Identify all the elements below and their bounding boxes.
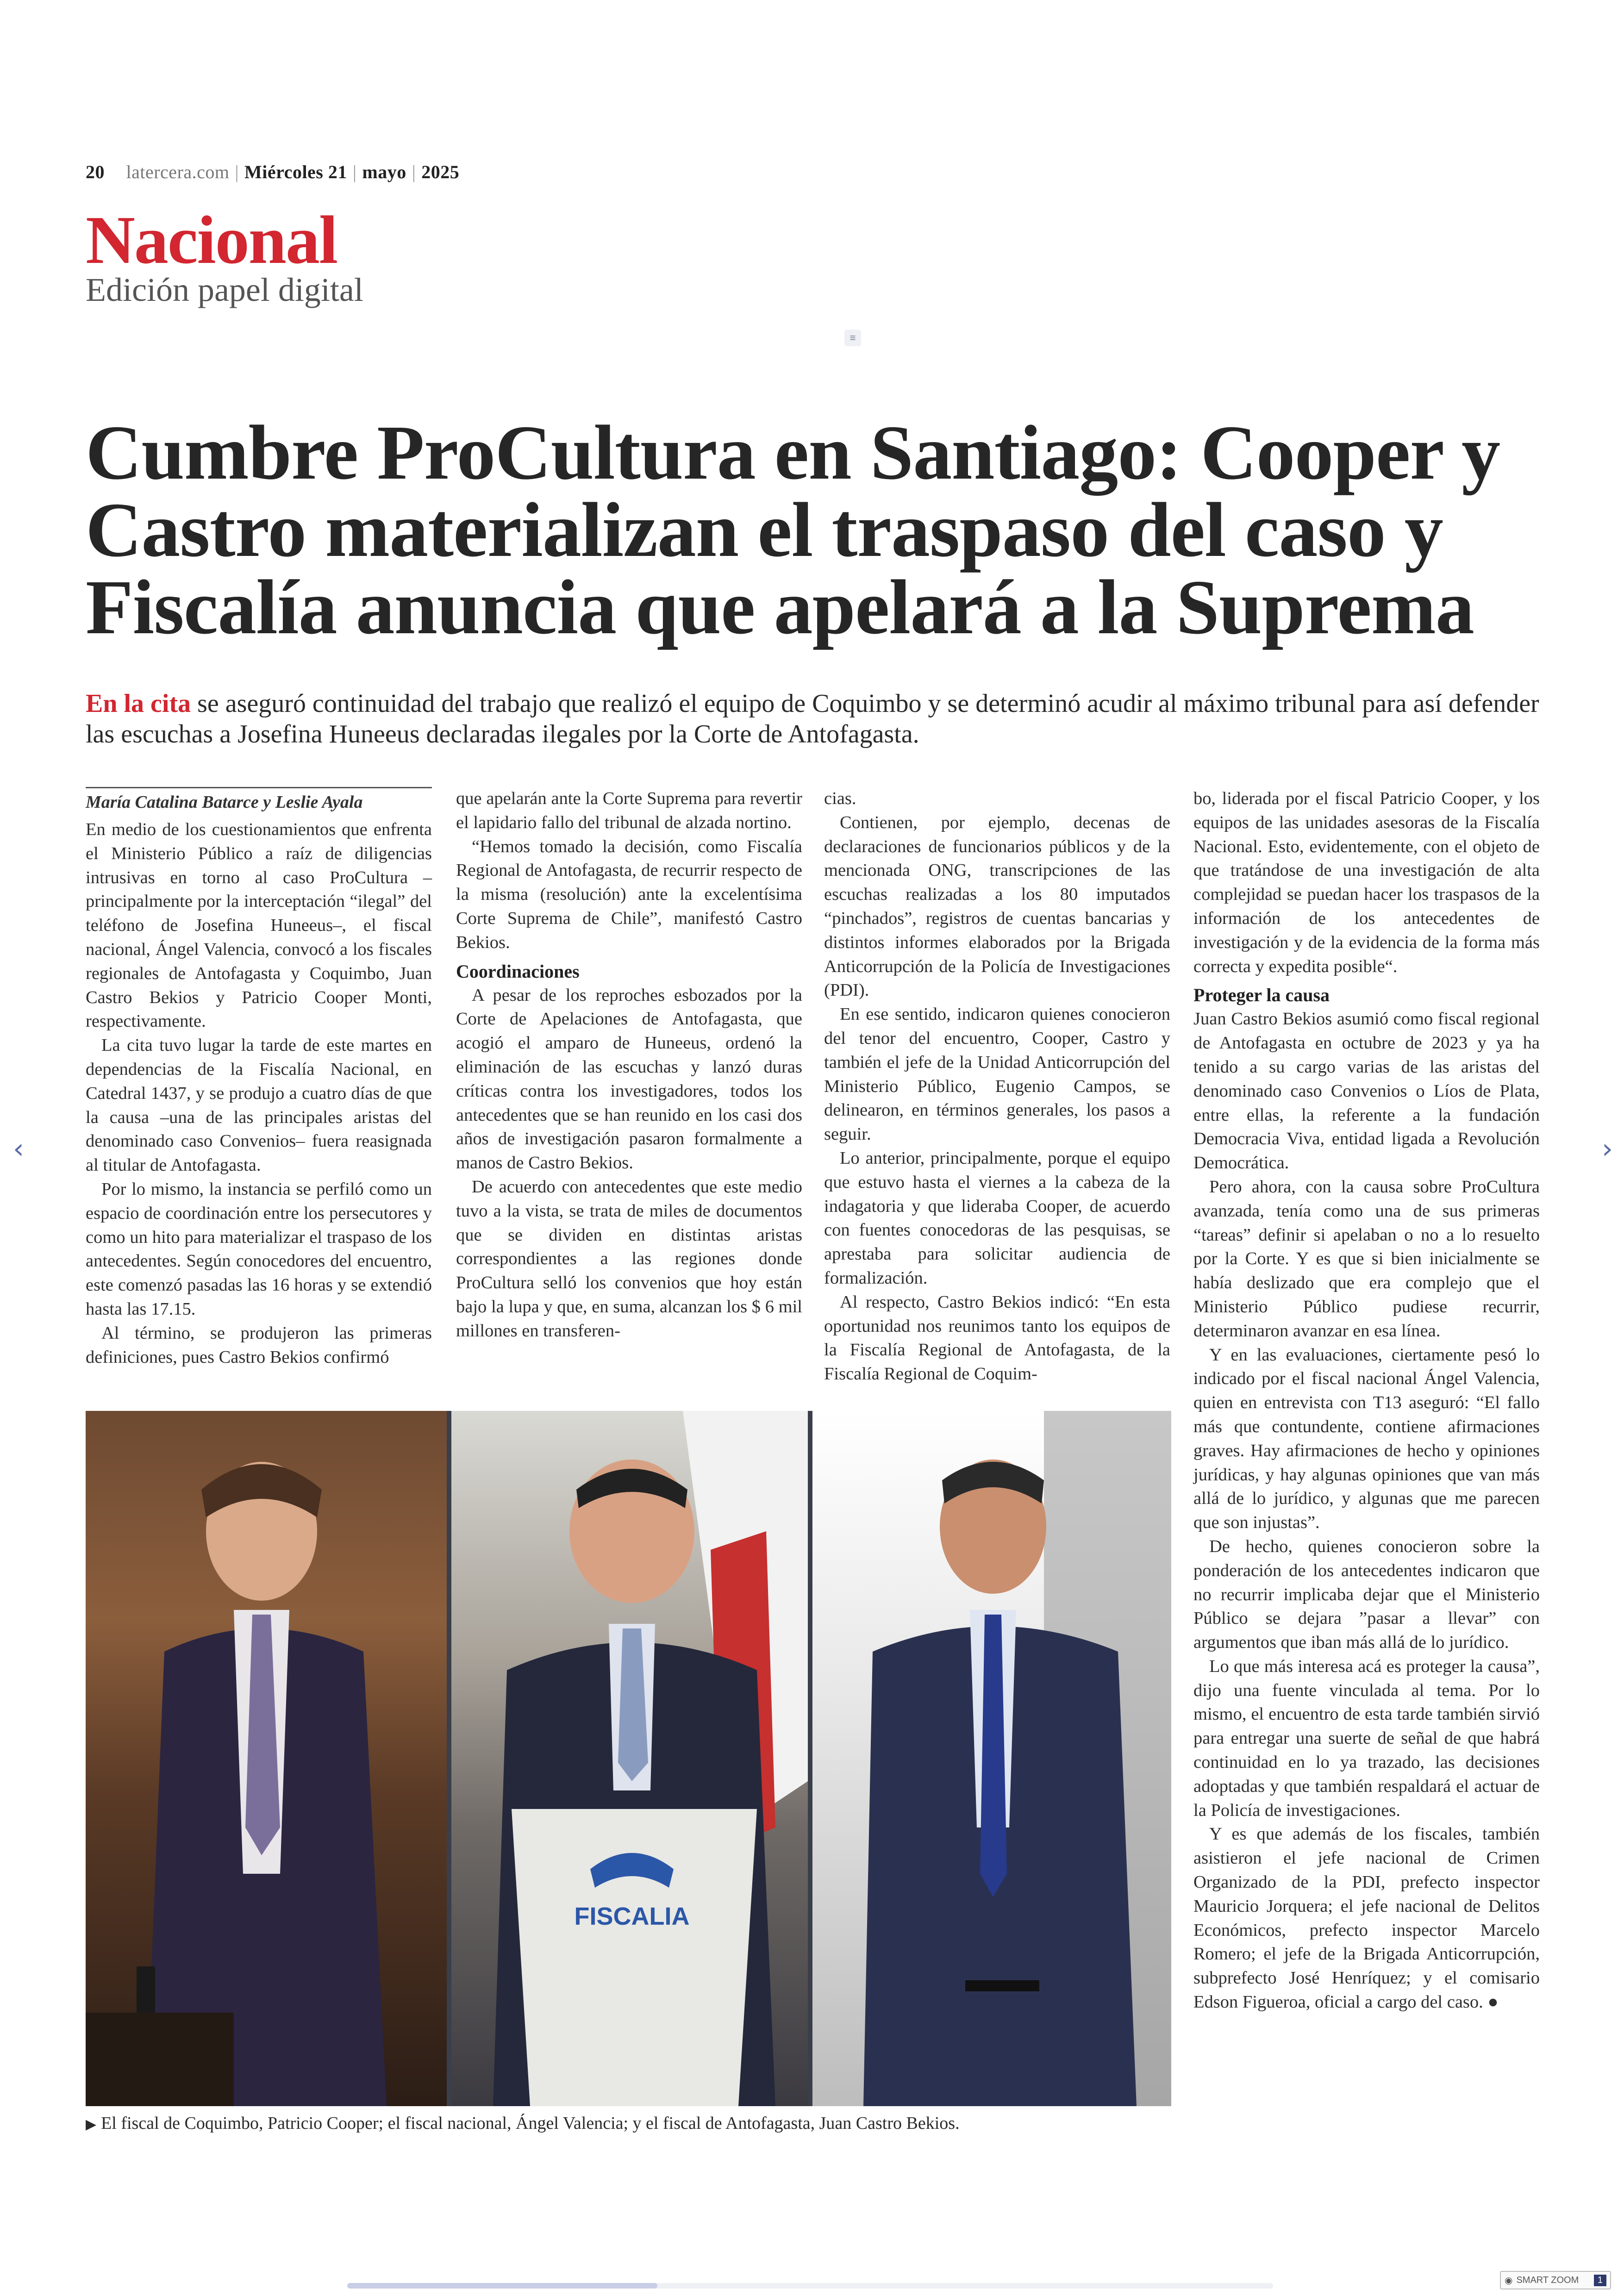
paragraph: Por lo mismo, la instancia se perfiló como un espacio de coordinación entre los persecutores y como un hito para materializar el traspaso de los antecedentes. Según conocedores del encuentro, este comenzó pasadas las 16 horas y se extendió hasta las 17.15. [86, 1179, 432, 1319]
page-badge: 1 [1594, 2275, 1606, 2286]
next-page-chevron-icon[interactable]: › [1602, 1133, 1613, 1165]
portrait-illustration [451, 1411, 808, 2106]
article-dek [86, 688, 1544, 749]
photo-panel-cooper [86, 1411, 447, 2106]
date-day: Miércoles 21 [244, 162, 347, 182]
podium-logo: FISCALIA [574, 1902, 690, 1930]
edition-label: Edición papel digital [86, 271, 363, 308]
dek-text: se aseguró continuidad del trabajo que realizó el equipo de Coquimbo y se determinó acudir al máximo tribunal para así defender las escuchas a Josefina Huneeus declaradas ilegales por la Corte de Antofagasta. [86, 689, 1539, 748]
site-name: latercera.com [126, 162, 230, 182]
article-column-1 [86, 787, 432, 1369]
paragraph: bo, liderada por el fiscal Patricio Cooper, y los equipos de las unidades asesoras de la Fiscalía Nacional. Esto, evidentemente, con el objeto de que tratándose de una investigación de alta complejidad se puedan hacer los traspasos de la información de los antecedentes de investigación y de la evidencia de la forma más correcta y expedita posible“. [1193, 789, 1540, 976]
date-year: 2025 [421, 162, 460, 182]
dek-lead: En la cita [86, 689, 191, 718]
article-column-4 [1193, 787, 1540, 2014]
photo-caption: ▶ El fiscal de Coquimbo, Patricio Cooper; el fiscal nacional, Ángel Valencia; y el fiscal de Antofagasta, Juan Castro Bekios. [86, 2114, 960, 2133]
paragraph: Juan Castro Bekios asumió como fiscal regional de Antofagasta en octubre de 2023 y ya ha tenido a su cargo varias de las aristas del denominado caso Convenios o Líos de Plata, entre ellas, la referente a la fundación Democracia Viva, entidad ligada a Revolución Democrática. [1193, 1009, 1540, 1173]
subheading-proteger-la-causa: Proteger la causa [1193, 985, 1330, 1006]
paragraph: cias. [824, 789, 856, 808]
paragraph: Al término, se produjeron las primeras definiciones, pues Castro Bekios confirmó [86, 1323, 432, 1367]
paragraph: De acuerdo con antecedentes que este medio tuvo a la vista, se trata de miles de documentos que se dividen en distintas aristas correspondientes a las regiones donde ProCultura selló los convenios que hoy están bajo la lupa y que, en suma, alcanzan los $ 6 mil millones en transferen- [456, 1177, 802, 1341]
paragraph: De hecho, quienes conocieron sobre la ponderación de los antecedentes indicaron que no recurrir implicaba dejar que el Ministerio Público se dejara ”pasar a llevar” con argumentos que iban más allá de lo jurídico. [1193, 1536, 1540, 1653]
paragraph: Lo que más interesa acá es proteger la causa”, dijo una fuente vinculada al tema. Por lo mismo, el encuentro de esta tarde también sirvió para entregar una suerte de señal de que habrá continuidad en lo ya trazado, las decisiones adoptadas y que también respaldará el actuar de la Policía de investigaciones. [1193, 1656, 1540, 1820]
paragraph: En medio de los cuestionamientos que enfrenta el Ministerio Público a raíz de diligencias intrusivas en torno al caso ProCultura –principalmente por la interceptación “ilegal” del teléfono de Josefina Huneeus–, el fiscal nacional, Ángel Valencia, convocó a los fiscales regionales de Antofagasta y Coquimbo, Juan Castro Bekios y Patricio Cooper Monti, respectivamente. [86, 820, 432, 1031]
portrait-illustration [86, 1411, 447, 2106]
photo-panel-valencia [451, 1411, 808, 2106]
article-column-3 [824, 787, 1170, 1386]
page-header: 20 latercera.com | Miércoles 21 | mayo | 2025 [86, 162, 460, 182]
paragraph: Pero ahora, con la causa sobre ProCultura avanzada, tenía como una de sus primeras “tareas” definir si apelaban o no a lo resuelto por la Corte. Y es que si bien inicialmente se había deslizado que era complejo que el Ministerio Público pudiese recurrir, determinaron avanzar en esa línea. [1193, 1177, 1540, 1341]
subheading-coordinaciones: Coordinaciones [456, 960, 580, 982]
paragraph: En ese sentido, indicaron quienes conocieron del tenor del encuentro, Cooper, Castro y también el jefe de la Unidad Anticorrupción del Ministerio Público, Eugenio Campos, se delinearon, en términos generales, los pasos a seguir. [824, 1004, 1170, 1144]
photo-panel-castro [812, 1411, 1171, 2106]
eye-icon: ◉ [1505, 2275, 1513, 2286]
prev-page-chevron-icon[interactable]: ‹ [13, 1133, 24, 1165]
paragraph: Y en las evaluaciones, ciertamente pesó lo indicado por el fiscal nacional Ángel Valencia, quien en entrevista con T13 aseguró: “El fallo más que contundente, contiene afirmaciones graves. Hay afirmaciones de hecho y opiniones jurídicas, y hay algunas opiniones que van más allá de lo jurídico, y algunas que me parecen que son injustas”. [1193, 1345, 1540, 1533]
paragraph: Lo anterior, principalmente, porque el equipo que estuvo hasta el viernes a la cabeza de la indagatoria y que lideraba Cooper, de acuerdo con fuentes conocedoras de las pesquisas, se aprestaba para solicitar audiencia de formalización. [824, 1148, 1170, 1288]
paragraph: Al respecto, Castro Bekios indicó: “En esta oportunidad nos reunimos tanto los equipos de la Fiscalía Regional de Antofagasta, de la Fiscalía Regional de Coquim- [824, 1292, 1170, 1384]
paragraph: A pesar de los reproches esbozados por la Corte de Apelaciones de Antofagasta, que acogió el amparo de Huneeus, ordenó la eliminación de las escuchas y lanzó duras críticas contra los investigadores, todos los antecedentes que se han reunido en los casi dos años de investigación pasaron formalmente a manos de Castro Bekios. [456, 985, 802, 1173]
portrait-illustration [812, 1411, 1171, 2106]
smart-zoom-label: SMART ZOOM [1516, 2275, 1579, 2285]
article-column-2 [456, 787, 802, 1343]
section-title: Nacional [86, 202, 337, 278]
byline: María Catalina Batarce y Leslie Ayala [86, 787, 432, 814]
page-number: 20 [86, 162, 105, 182]
end-mark-icon: ● [1487, 1992, 1499, 2012]
smart-zoom-button[interactable] [1500, 2271, 1611, 2289]
paragraph: “Hemos tomado la decisión, como Fiscalía Regional de Antofagasta, de recurrir respecto de la misma (resolución) ante la excelentísima Corte Suprema de Chile”, manifestó Castro Bekios. [456, 836, 802, 952]
paragraph: que apelarán ante la Corte Suprema para revertir el lapidario fallo del tribunal de alzada nortino. [456, 789, 802, 832]
article-photo [86, 1411, 1171, 2106]
scrollbar-thumb[interactable] [347, 2283, 657, 2289]
page-indicator-icon[interactable]: ≡ [844, 330, 861, 346]
date-month: mayo [362, 162, 406, 182]
paragraph: Contienen, por ejemplo, decenas de declaraciones de funcionarios públicos y de la mencionada ONG, transcripciones de las escuchas realizadas a los 80 imputados “pinchados”, registros de cuentas bancarias y distintos informes elaborados por la Brigada Anticorrupción de la Policía de Investigaciones (PDI). [824, 812, 1170, 1000]
paragraph: Y es que además de los fiscales, también asistieron el jefe nacional de Crimen Organizado de la PDI, prefecto inspector Mauricio Jorquera; el jefe nacional de Delitos Económicos, prefecto inspector Marcelo Romero; el jefe de la Brigada Anticorrupción, subprefecto José Henríquez; y el comisario Edson Figueroa, oficial a cargo del caso. ● [1193, 1824, 1540, 2012]
paragraph: La cita tuvo lugar la tarde de este martes en dependencias de la Fiscalía Nacional, en Catedral 1437, y se produjo a cuatro días de que la causa –una de las principales aristas del denominado caso Convenios– fuera reasignada al titular de Antofagasta. [86, 1035, 432, 1175]
caption-arrow-icon: ▶ [86, 2116, 97, 2133]
article-headline: Cumbre ProCultura en Santiago: Cooper y Castro materializan el traspaso del caso y Fiscalía anuncia que apelará a la Suprema [86, 410, 1500, 650]
